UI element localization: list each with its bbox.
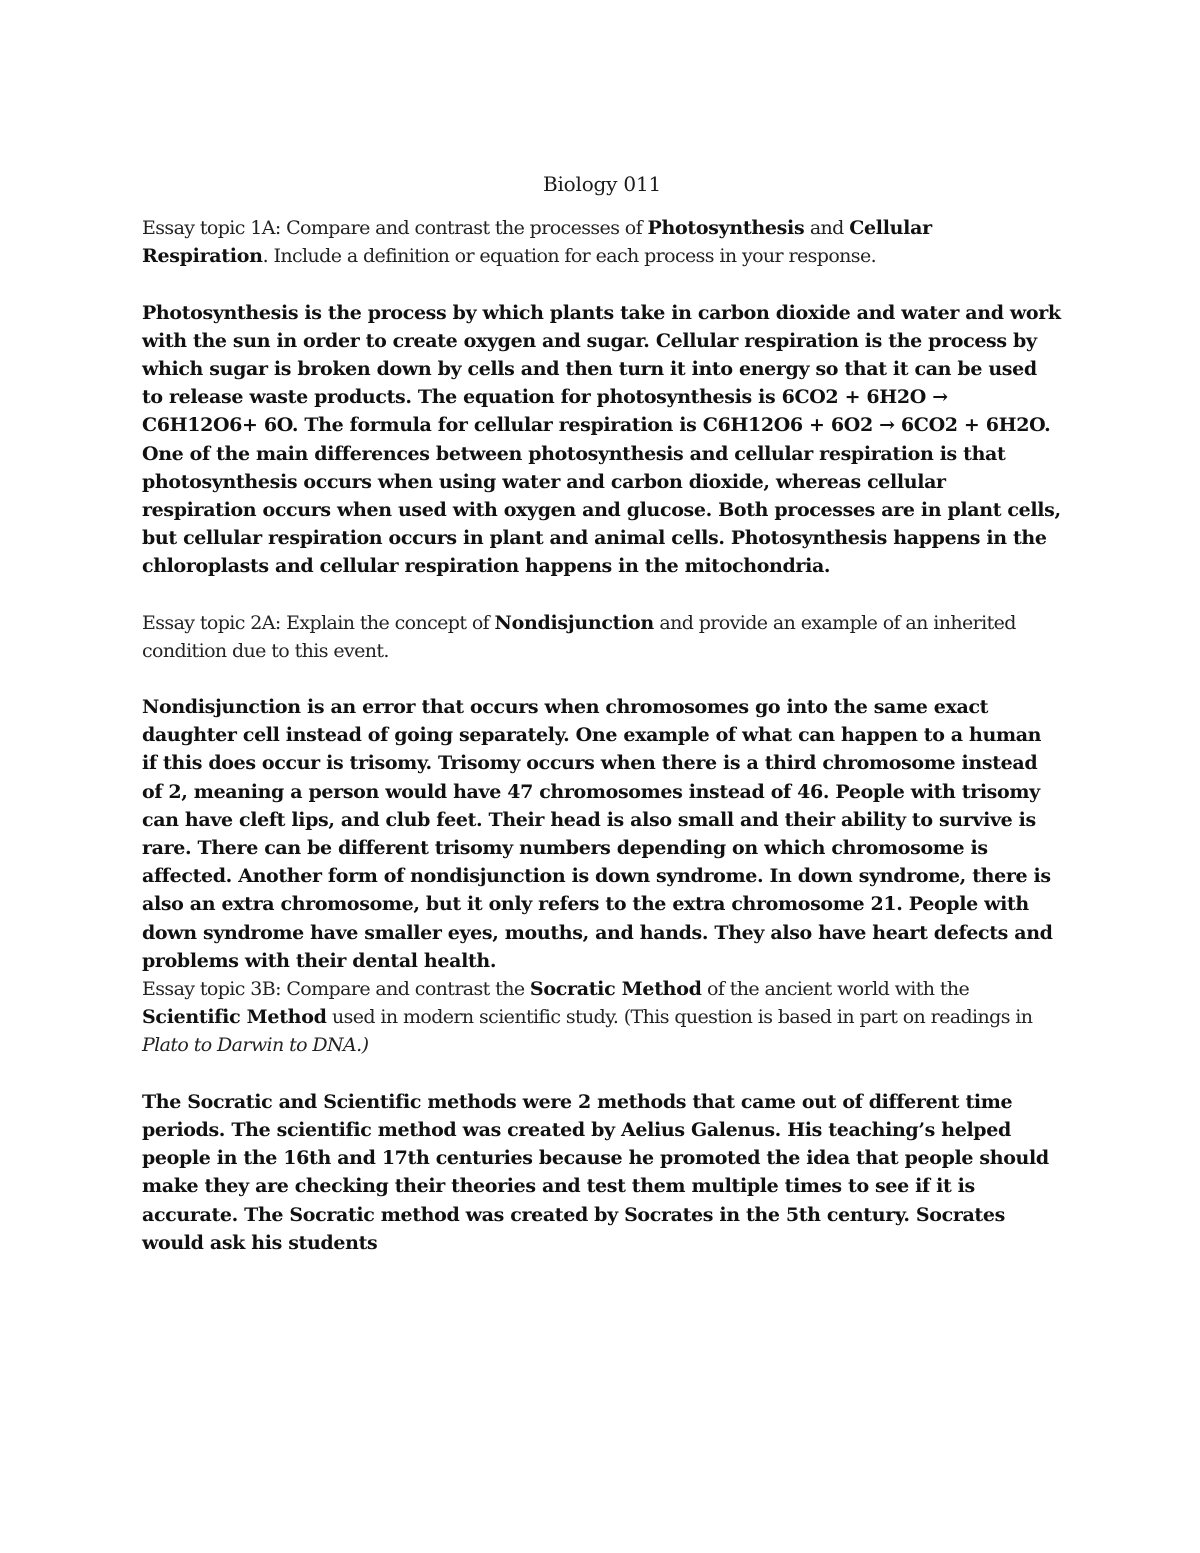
document-body xyxy=(142,170,1062,1257)
term-socratic-method: Socratic Method xyxy=(529,978,702,1001)
prompt-text: used in modern scientific study. (This question is based in part on readings in xyxy=(326,1006,1033,1029)
essay-topic-2a-prompt xyxy=(142,609,1062,665)
prompt-text: . Include a definition or equation for each process in your response. xyxy=(262,245,877,268)
prompt-text: Essay topic 1A: Compare and contrast the processes of xyxy=(142,217,648,240)
book-title: Plato to Darwin to DNA.) xyxy=(142,1034,369,1057)
document-title: Biology 011 xyxy=(542,172,661,196)
prompt-text: Essay topic 2A: Explain the concept of xyxy=(142,611,495,634)
term-nondisjunction: Nondisjunction xyxy=(494,611,654,634)
essay-topic-1a-answer: Photosynthesis is the process by which plants take in carbon dioxide and water and work with the sun in order to create oxygen and sugar. Cellular respiration is the process by which sugar is broken down by cells and then turn it into energy so that it can be used to release waste products. The equation for photosynthesis is 6CO2 + 6H2O → C6H12O6+ 6O. The formula for cellular respiration is C6H12O6 + 6O2 → 6CO2 + 6H2O. One of the main differences between photosynthesis and cellular respiration is that photosynthesis occurs when using water and carbon dioxide, whereas cellular respiration occurs when used with oxygen and glucose. Both processes are in plant cells, but cellular respiration occurs in plant and animal cells. Photosynthesis happens in the chloroplasts and cellular respiration happens in the mitochondria. xyxy=(142,301,1061,578)
prompt-text: and xyxy=(804,217,850,240)
spacer xyxy=(142,581,1062,609)
prompt-text: of the ancient world with the xyxy=(701,978,970,1001)
spacer xyxy=(142,271,1062,299)
spacer xyxy=(142,665,1062,693)
prompt-text: and provide an example of an inherited condition due to this event. xyxy=(142,611,1016,662)
essay-topic-3b-prompt xyxy=(142,975,1062,1060)
essay-topic-1a-prompt xyxy=(142,214,1062,270)
term-photosynthesis: Photosynthesis xyxy=(647,217,805,240)
term-cellular-respiration: Cellular Respiration xyxy=(142,217,932,268)
essay-topic-3b-answer: The Socratic and Scientific methods were 2 methods that came out of different time periods. The scientific method was created by Aelius Galenus. His teaching’s helped people in the 16th and 17th centuries because he promoted the idea that people should make they are checking their theories and test them multiple times to see if it is accurate. The Socratic method was created by Socrates in the 5th century. Socrates would ask his students xyxy=(142,1090,1049,1254)
term-scientific-method: Scientific Method xyxy=(142,1006,327,1029)
essay-topic-2a-answer: Nondisjunction is an error that occurs when chromosomes go into the same exact daughter cell instead of going separately. One example of what can happen to a human if this does occur is trisomy. Trisomy occurs when there is a third chromosome instead of 2, meaning a person would have 47 chromosomes instead of 46. People with trisomy can have cleft lips, and club feet. Their head is also small and their ability to survive is rare. There can be different trisomy numbers depending on which chromosome is affected. Another form of nondisjunction is down syndrome. In down syndrome, there is also an extra chromosome, but it only refers to the extra chromosome 21. People with down syndrome have smaller eyes, mouths, and hands. They also have heart defects and problems with their dental health. xyxy=(142,696,1053,972)
prompt-text: Essay topic 3B: Compare and contrast the xyxy=(142,978,530,1001)
spacer xyxy=(142,1060,1062,1088)
